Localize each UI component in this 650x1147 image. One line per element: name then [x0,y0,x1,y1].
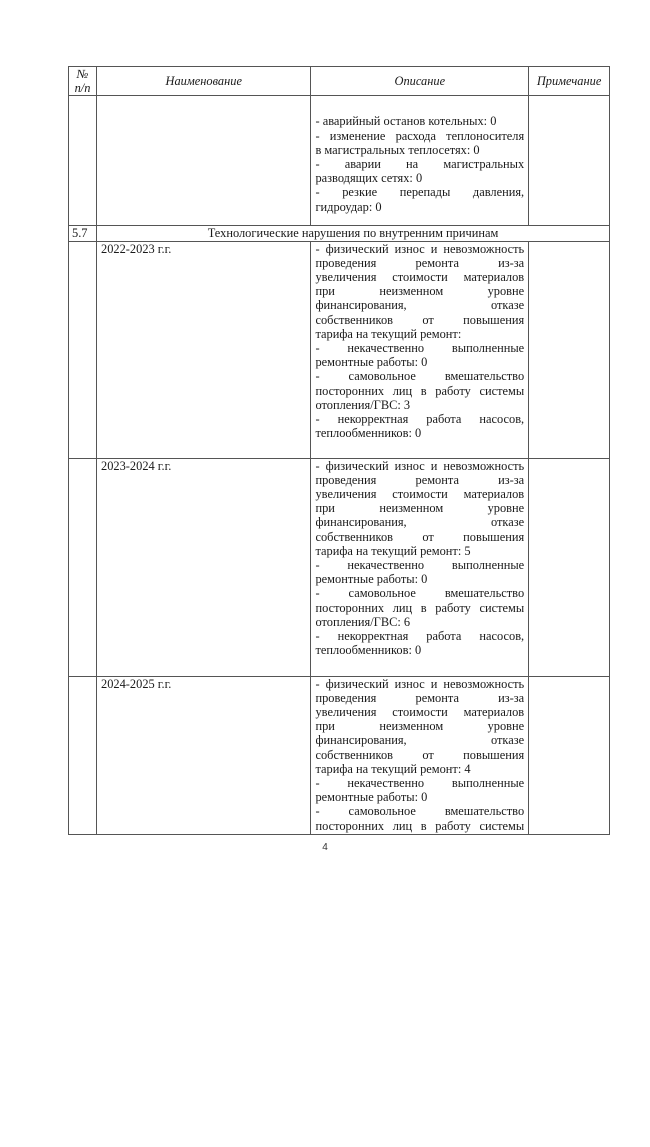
description-line: собственников от повышения [315,529,525,544]
description-line: финансирования, отказе [315,733,525,748]
description-line: посторонних лиц в работу системы [315,383,525,398]
description-line: - некорректная работа насосов, [315,412,525,427]
cell-description [311,96,529,226]
description-line: посторонних лиц в работу системы [315,818,525,833]
description-line: посторонних лиц в работу системы [315,600,525,615]
cell-description [311,676,529,834]
description-line: финансирования, отказе [315,298,525,313]
description-line: - некачественно выполненные [315,776,525,791]
description-line: теплообменников: 0 [315,643,422,658]
description-line: тарифа на текущий ремонт: 5 [315,543,471,558]
description-line: - физический износ и невозможность [315,458,525,473]
table-row [69,241,610,458]
table-row [69,458,610,676]
description-line: увеличения стоимости материалов [315,705,525,720]
cell-note [529,676,610,834]
description-line: отопления/ГВС: 6 [315,614,411,629]
description-line: - физический износ и невозможность [315,241,525,256]
description-line: - изменение расхода теплоносителя [315,128,525,143]
header-name: Наименование [97,67,311,96]
incidents-table [68,66,610,835]
description-line: собственников от повышения [315,312,525,327]
description-line: финансирования, отказе [315,515,525,530]
description-line: при неизменном уровне [315,719,525,734]
table-header-row [69,67,610,96]
description-line: - самовольное вмешательство [315,369,525,384]
cell-number [69,96,97,226]
cell-description [311,458,529,676]
description-line: разводящих сетях: 0 [315,171,423,186]
description-line: собственников от повышения [315,747,525,762]
description-line: ремонтные работы: 0 [315,572,428,587]
cell-number [69,676,97,834]
section-title: Технологические нарушения по внутренним причинам [97,226,610,241]
description-line: - аварии на магистральных [315,157,525,172]
cell-description [311,241,529,458]
cell-name: 2023-2024 г.г. [97,458,311,676]
description-line: тарифа на текущий ремонт: 4 [315,761,471,776]
header-number: № п/п [69,67,97,96]
description-line: увеличения стоимости материалов [315,270,525,285]
description-line: - физический износ и невозможность [315,676,525,691]
description-line: увеличения стоимости материалов [315,487,525,502]
description-line: теплообменников: 0 [315,426,422,441]
section-row [69,226,610,241]
cell-note [529,241,610,458]
description-line: тарифа на текущий ремонт: [315,326,462,341]
description-line: - некорректная работа насосов, [315,629,525,644]
description-line: ремонтные работы: 0 [315,790,428,805]
description-line: - некачественно выполненные [315,558,525,573]
description-line: в магистральных теплосетях: 0 [315,142,480,157]
description-line: отопления/ГВС: 3 [315,397,411,412]
description-line: ремонтные работы: 0 [315,355,428,370]
description-line: - резкие перепады давления, [315,185,525,200]
cell-name: 2024-2025 г.г. [97,676,311,834]
cell-number [69,241,97,458]
description-line: проведения ремонта из-за [315,472,525,487]
header-note: Примечание [529,67,610,96]
page-number: 4 [322,842,328,853]
description-line: проведения ремонта из-за [315,690,525,705]
table-row-continued [69,96,610,226]
cell-name: 2022-2023 г.г. [97,241,311,458]
section-number: 5.7 [69,226,97,241]
description-line: - самовольное вмешательство [315,804,525,819]
cell-note [529,458,610,676]
description-line: гидроудар: 0 [315,199,382,214]
description-line: - аварийный останов котельных: 0 [315,114,497,129]
table-row [69,676,610,834]
blank-area [0,880,650,1147]
cell-note [529,96,610,226]
description-line: при неизменном уровне [315,501,525,516]
description-line: при неизменном уровне [315,284,525,299]
cell-number [69,458,97,676]
description-line: - некачественно выполненные [315,341,525,356]
description-line: - самовольное вмешательство [315,586,525,601]
description-line: проведения ремонта из-за [315,255,525,270]
cell-name [97,96,311,226]
header-description: Описание [311,67,529,96]
